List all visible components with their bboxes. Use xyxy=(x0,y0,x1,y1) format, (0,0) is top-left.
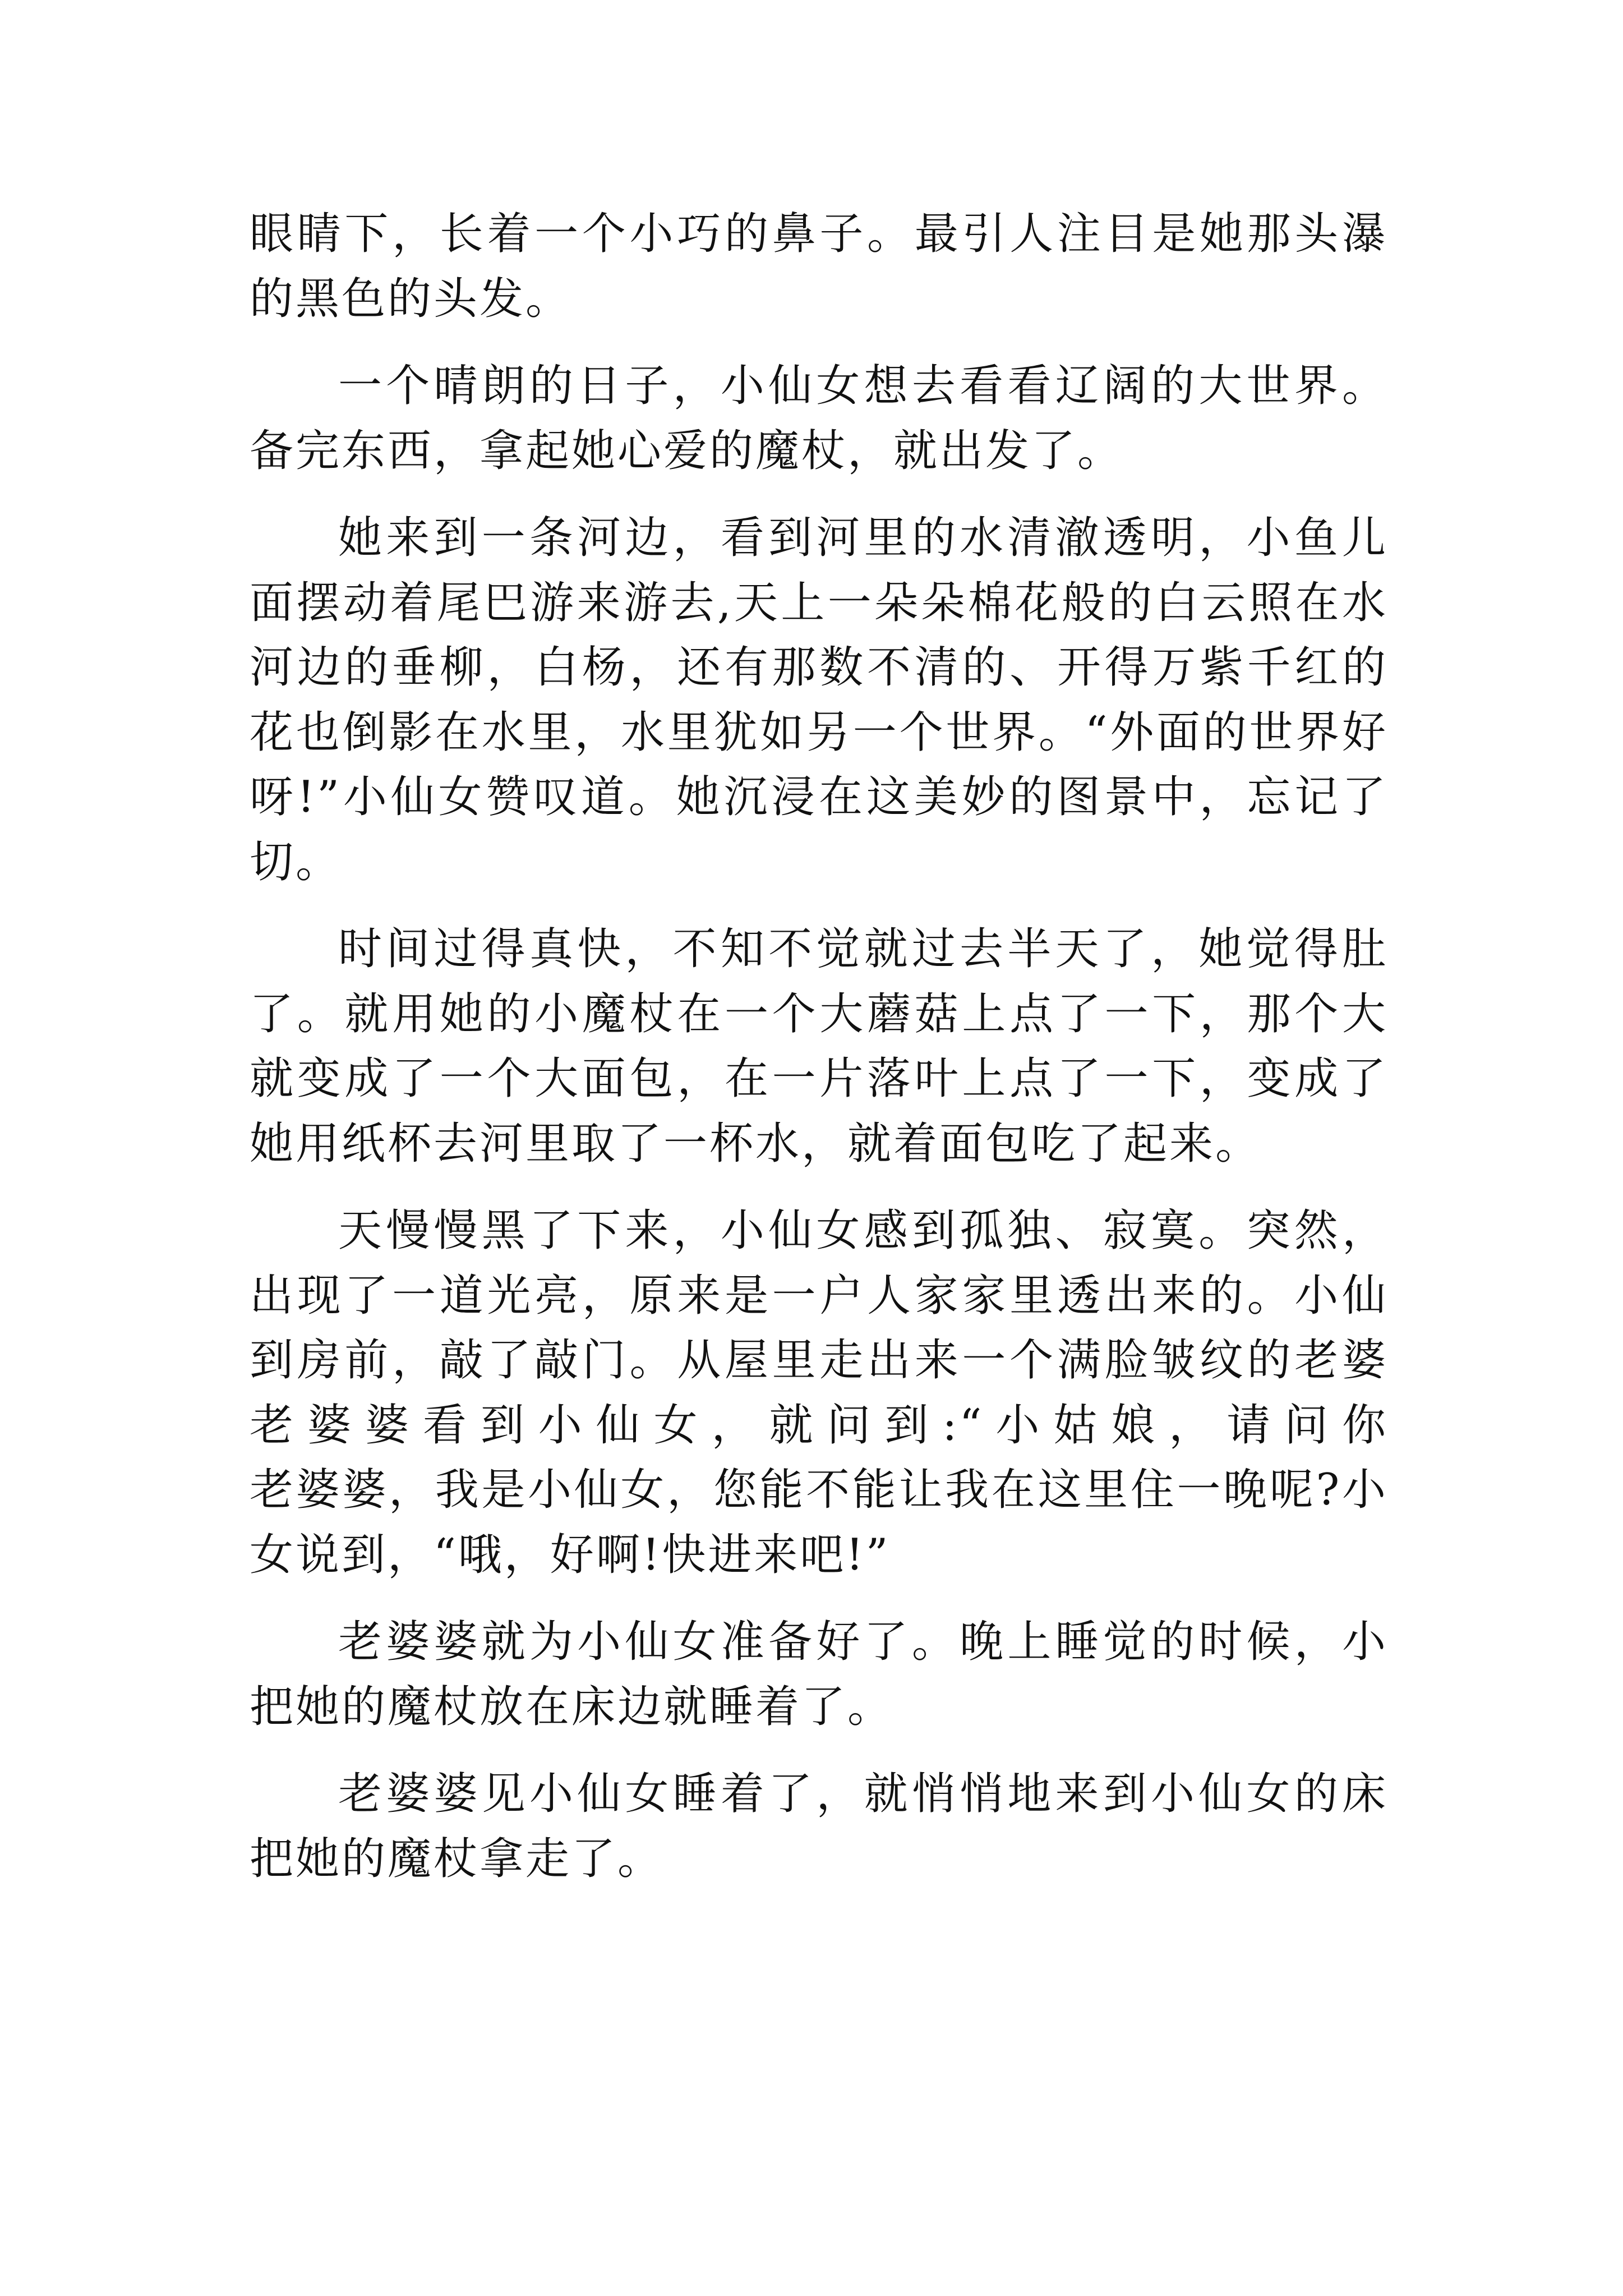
text-line: 呀!”小仙女赞叹道。她沉浸在这美妙的图景中，忘记了 xyxy=(250,772,1388,822)
text-line: 切。 xyxy=(250,836,342,887)
text-line: 老婆婆见小仙女睡着了，就悄悄地来到小仙女的床 xyxy=(338,1769,1388,1819)
text-line: 出现了一道光亮，原来是一户人家家里透出来的。小仙 xyxy=(250,1270,1388,1321)
text-line: 备完东西，拿起她心爱的魔杖，就出发了。 xyxy=(250,425,1124,476)
text-line: 花也倒影在水里，水里犹如另一个世界。“外面的世界好 xyxy=(250,707,1388,758)
text-line: 了。就用她的小魔杖在一个大蘑菇上点了一下，那个大 xyxy=(250,988,1388,1039)
text-line: 把她的魔杖拿走了。 xyxy=(250,1833,664,1884)
text-line: 她来到一条河边，看到河里的水清澈透明，小鱼儿 xyxy=(338,513,1388,563)
story-text xyxy=(250,202,1388,1892)
text-line: 她用纸杯去河里取了一杯水，就着面包吃了起来。 xyxy=(250,1118,1262,1169)
text-line: 老婆婆看到小仙女，就问到:“小姑娘，请问你 xyxy=(250,1400,1388,1451)
text-line: 时间过得真快，不知不觉就过去半天了，她觉得肚 xyxy=(338,924,1388,974)
text-line: 老婆婆，我是小仙女，您能不能让我在这里住一晚呢?小 xyxy=(250,1465,1388,1515)
text-line: 女说到，“哦，好啊!快进来吧!” xyxy=(250,1529,891,1580)
text-line: 到房前，敲了敲门。从屋里走出来一个满脸皱纹的老婆 xyxy=(250,1335,1388,1386)
text-line: 天慢慢黑了下来，小仙女感到孤独、寂寞。突然， xyxy=(338,1205,1388,1256)
text-line: 的黑色的头发。 xyxy=(250,273,572,324)
text-line: 就变成了一个大面包，在一片落叶上点了一下，变成了 xyxy=(250,1053,1388,1104)
text-line: 老婆婆就为小仙女准备好了。晚上睡觉的时候，小 xyxy=(338,1617,1388,1667)
text-line: 眼睛下，长着一个小巧的鼻子。最引人注目是她那头瀑 xyxy=(250,209,1388,259)
text-line: 把她的魔杖放在床边就睡着了。 xyxy=(250,1681,894,1732)
text-line: 一个晴朗的日子，小仙女想去看看辽阔的大世界。 xyxy=(338,361,1388,411)
text-line: 河边的垂柳，白杨，还有那数不清的、开得万紫千红的 xyxy=(250,642,1388,693)
text-line: 面摆动着尾巴游来游去,天上一朵朵棉花般的白云照在水 xyxy=(250,577,1388,628)
